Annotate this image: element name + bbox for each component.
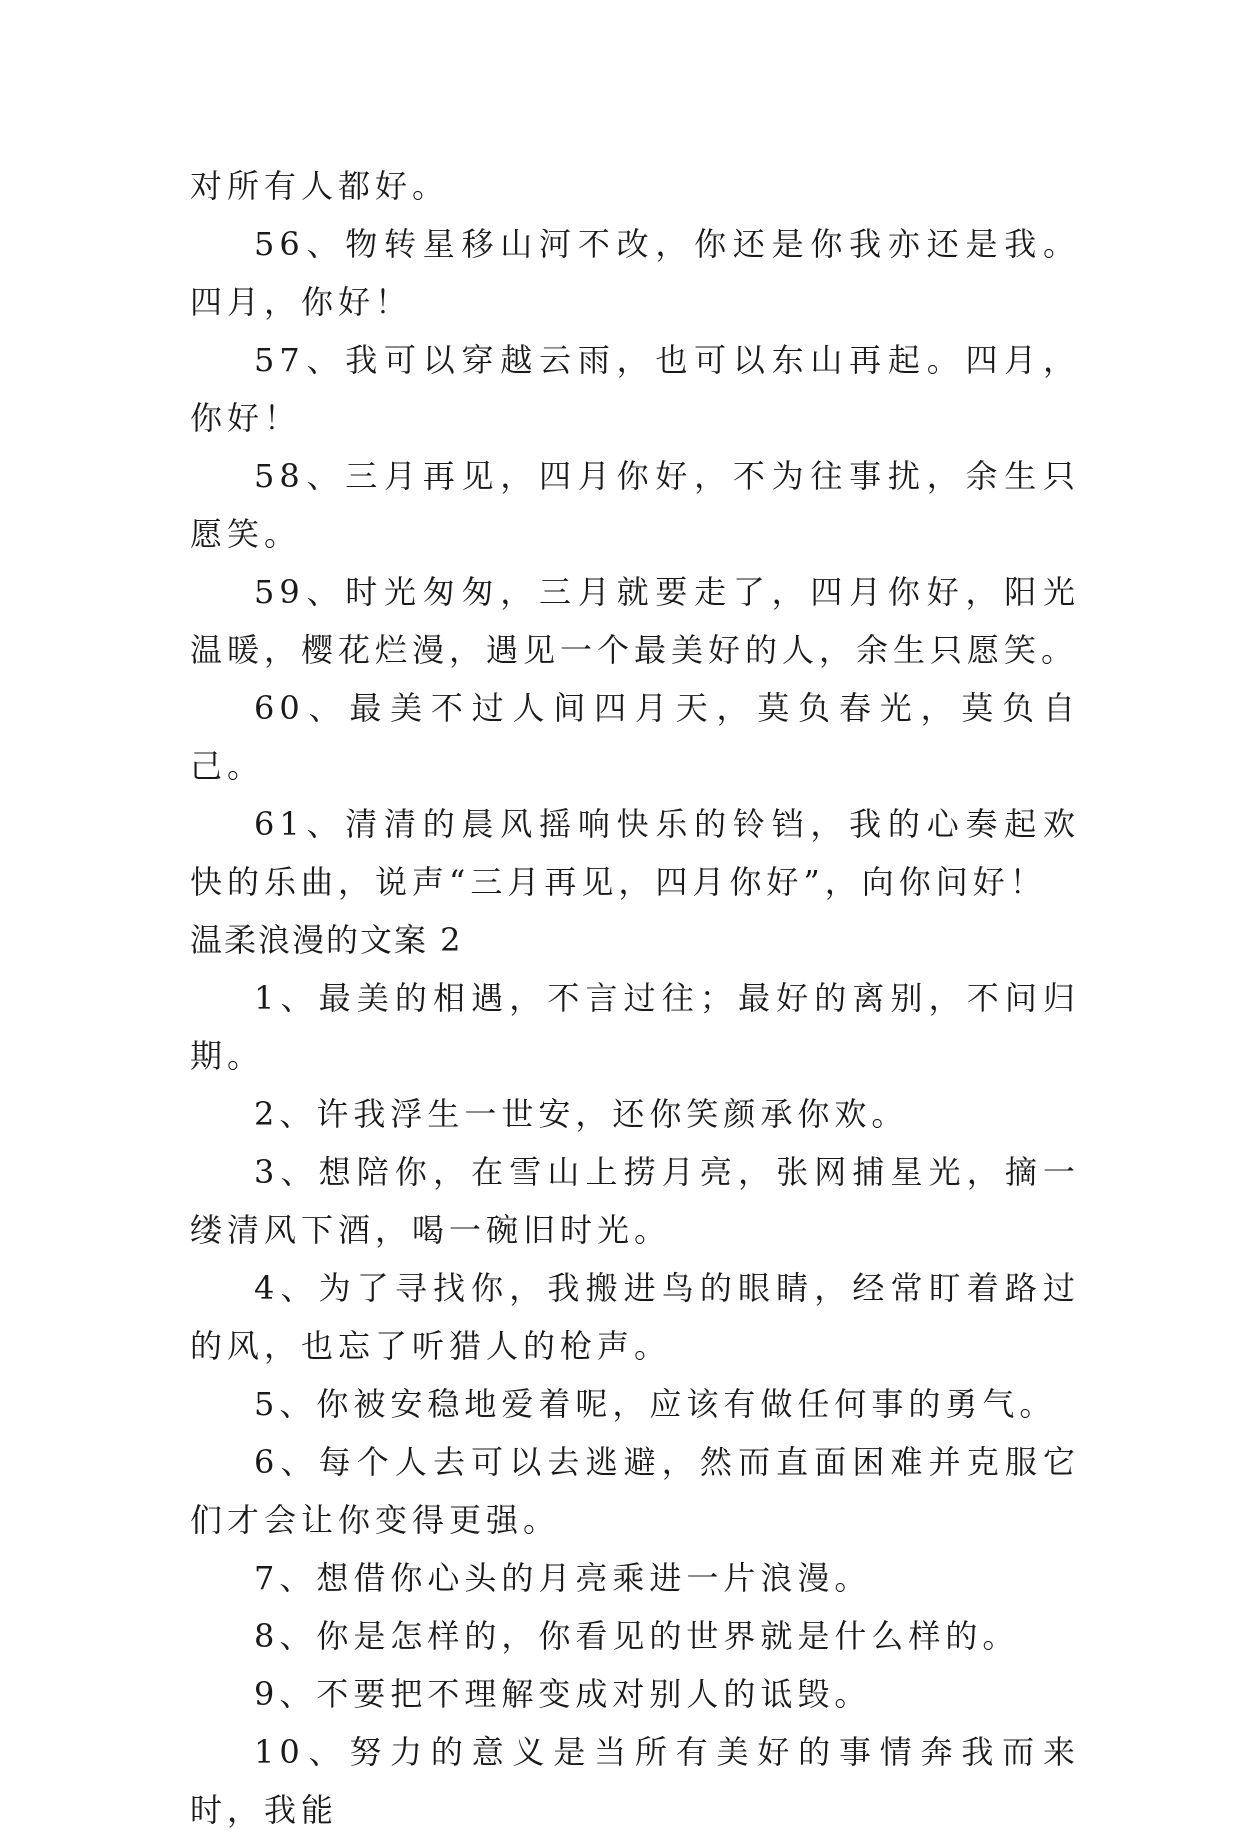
list-item-8: 8、你是怎样的，你看见的世界就是什么样的。	[254, 1617, 1020, 1655]
list-item-1: 1、最美的相遇，不言过往；最好的离别，不问归期。	[190, 979, 1080, 1075]
list-item-2: 2、许我浮生一世安，还你笑颜承你欢。	[254, 1095, 909, 1133]
list-item-61: 61、清清的晨风摇响快乐的铃铛，我的心奏起欢快的乐曲，说声“三月再见，四月你好”，向你问好！	[190, 805, 1080, 901]
continuation-paragraph: 对所有人都好。	[190, 167, 450, 205]
section-heading: 温柔浪漫的文案 2	[190, 921, 463, 959]
list-item-60: 60、最美不过人间四月天，莫负春光，莫负自己。	[190, 689, 1080, 785]
list-item-10: 10、努力的意义是当所有美好的事情奔我而来时，我能	[190, 1733, 1080, 1829]
list-item-3: 3、想陪你，在雪山上捞月亮，张网捕星光，摘一缕清风下酒，喝一碗旧时光。	[190, 1153, 1080, 1249]
list-item-59: 59、时光匆匆，三月就要走了，四月你好，阳光温暖，樱花烂漫，遇见一个最美好的人，余生只愿笑。	[190, 573, 1080, 669]
document-body	[190, 157, 1080, 1839]
list-item-5: 5、你被安稳地爱着呢，应该有做任何事的勇气。	[254, 1385, 1057, 1423]
list-item-7: 7、想借你心头的月亮乘进一片浪漫。	[254, 1559, 872, 1597]
list-item-58: 58、三月再见，四月你好，不为往事扰，余生只愿笑。	[190, 457, 1080, 553]
list-item-4: 4、为了寻找你，我搬进鸟的眼睛，经常盯着路过的风，也忘了听猎人的枪声。	[190, 1269, 1080, 1365]
list-item-6: 6、每个人去可以去逃避，然而直面困难并克服它们才会让你变得更强。	[190, 1443, 1080, 1539]
list-item-56: 56、物转星移山河不改，你还是你我亦还是我。四月，你好！	[190, 225, 1080, 321]
list-item-57: 57、我可以穿越云雨，也可以东山再起。四月，你好！	[190, 341, 1080, 437]
list-item-9: 9、不要把不理解变成对别人的诋毁。	[254, 1675, 872, 1713]
